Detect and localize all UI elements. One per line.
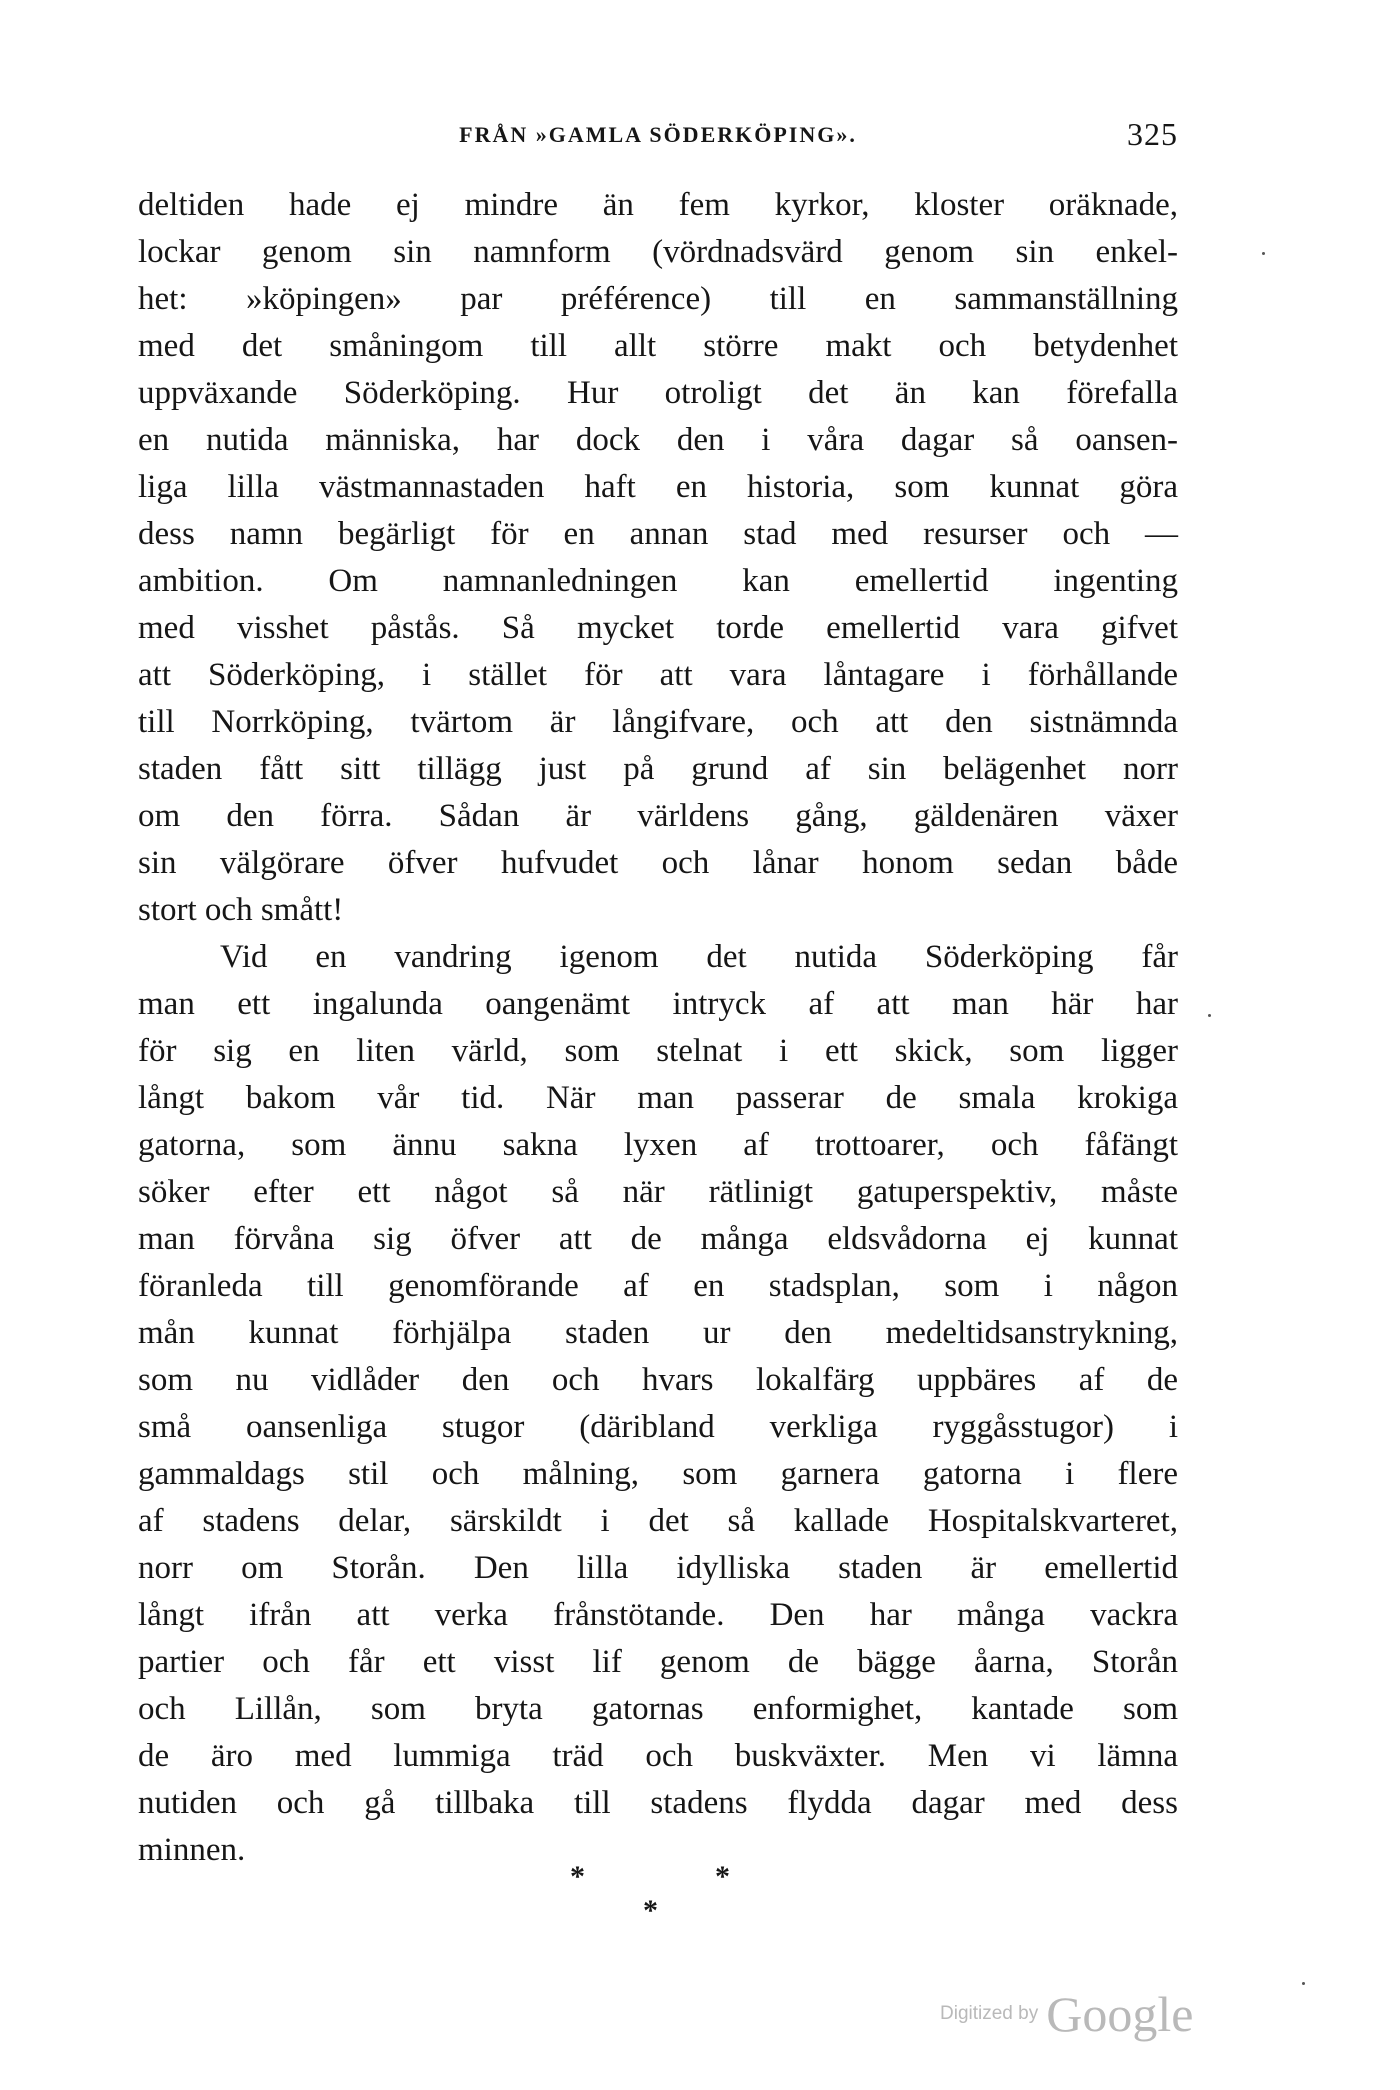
text-line: af stadens delar, särskildt i det så kallade Hospitalskvarteret, [138,1503,1178,1539]
text-line: uppväxande Söderköping. Hur otroligt det än kan förefalla [138,375,1178,411]
text-line: nutiden och gå tillbaka till stadens flydda dagar med dess [138,1785,1178,1821]
text-line: dess namn begärligt för en annan stad med resurser och — [138,516,1178,552]
body-text [138,182,1178,1874]
text-line: långt ifrån att verka frånstötande. Den har många vackra [138,1597,1178,1633]
digitization-watermark [940,1985,1260,2045]
text-line: om den förra. Sådan är världens gång, gäldenären växer [138,798,1178,834]
text-line: gatorna, som ännu sakna lyxen af trottoarer, och fåfängt [138,1127,1178,1163]
text-line: staden fått sitt tillägg just på grund af sin belägenhet norr [138,751,1178,787]
text-line: het: »köpingen» par préférence) till en sammanställning [138,281,1178,317]
text-line: partier och får ett visst lif genom de bägge åarna, Storån [138,1644,1178,1680]
text-line: Vid en vandring igenom det nutida Söderköping får [220,939,1178,975]
text-line: föranleda till genomförande af en stadsplan, som i någon [138,1268,1178,1304]
text-line: liga lilla västmannastaden haft en historia, som kunnat göra [138,469,1178,505]
text-line: sin välgörare öfver hufvudet och lånar honom sedan både [138,845,1178,881]
text-line: mån kunnat förhjälpa staden ur den medeltidsanstrykning, [138,1315,1178,1351]
text-line: med det småningom till allt större makt och betydenhet [138,328,1178,364]
text-line: ambition. Om namnanledningen kan emellertid ingenting [138,563,1178,599]
text-line: minnen. [138,1832,246,1868]
text-line: söker efter ett något så när rätlinigt gatuperspektiv, måste [138,1174,1178,1210]
text-line: stort och smått! [138,892,344,928]
asterisk: * [715,1860,730,1893]
text-line: norr om Storån. Den lilla idylliska staden är emellertid [138,1550,1178,1586]
asterisk: * [570,1860,585,1893]
text-line: man ett ingalunda oangenämt intryck af att man här har [138,986,1178,1022]
text-line: för sig en liten värld, som stelnat i ett skick, som ligger [138,1033,1178,1069]
section-break-asterism [0,1860,1400,1940]
text-line: som nu vidlåder den och hvars lokalfärg uppbäres af de [138,1362,1178,1398]
page-number: 325 [1127,116,1178,152]
text-line: man förvåna sig öfver att de många eldsvådorna ej kunnat [138,1221,1178,1257]
scan-speck [1302,1982,1305,1985]
text-line: en nutida människa, har dock den i våra dagar så oansen- [138,422,1178,458]
page-header [138,116,1178,166]
watermark-label: Digitized by [940,2003,1039,2024]
text-line: långt bakom vår tid. När man passerar de smala krokiga [138,1080,1178,1116]
text-line: lockar genom sin namnform (vördnadsvärd genom sin enkel- [138,234,1178,270]
scan-speck [1262,252,1265,255]
text-line: med visshet påstås. Så mycket torde emellertid vara gifvet [138,610,1178,646]
text-line: gammaldags stil och målning, som garnera gatorna i flere [138,1456,1178,1492]
text-line: att Söderköping, i stället för att vara låntagare i förhållande [138,657,1178,693]
scan-speck [1208,1014,1211,1017]
paragraph-2 [138,934,1178,1874]
asterisk: * [643,1894,658,1927]
running-title: FRÅN »GAMLA SÖDERKÖPING». [459,122,857,147]
text-line: de äro med lummiga träd och buskväxter. Men vi lämna [138,1738,1178,1774]
text-line: till Norrköping, tvärtom är långifvare, och att den sistnämnda [138,704,1178,740]
text-line: små oansenliga stugor (däribland verkliga ryggåsstugor) i [138,1409,1178,1445]
text-line: och Lillån, som bryta gatornas enformighet, kantade som [138,1691,1178,1727]
google-logo: Google [1046,1986,1194,2042]
paragraph-1 [138,182,1178,934]
text-line: deltiden hade ej mindre än fem kyrkor, kloster oräknade, [138,187,1178,223]
